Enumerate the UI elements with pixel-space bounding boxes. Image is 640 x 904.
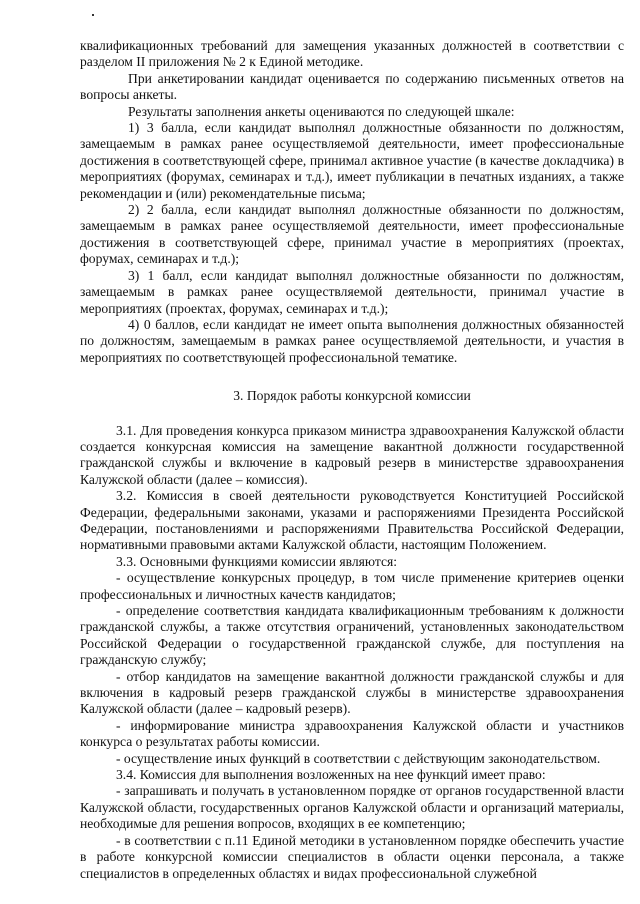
list-item-1-point: 3) 1 балл, если кандидат выполнял должностные обязанности по должностям, замещаемым в рамках ранее осуществляемой деятельности, принимал участие в мероприятиях (проектах, форумах, семинарах и т.д.); [80, 267, 624, 316]
function-item: - информирование министра здравоохранения Калужской области и участников конкурса о результатах работы комиссии. [80, 717, 624, 750]
scan-speck [92, 14, 94, 16]
right-item: - в соответствии с п.11 Единой методики в установленном порядке обеспечить участие в работе конкурсной комиссии специалистов в области оценки персонала, а также специалистов в определенных областях и видах профессиональной служебной [80, 832, 624, 881]
function-item: - осуществление конкурсных процедур, в том числе применение критериев оценки профессиональных и личностных качеств кандидатов; [80, 570, 624, 602]
paragraph-questionnaire: При анкетировании кандидат оценивается по содержанию письменных ответов на вопросы анкеты. [80, 70, 624, 103]
function-item: - осуществление иных функций в соответствии с действующим законодательством. [116, 750, 601, 766]
list-item-2-points: 2) 2 балла, если кандидат выполнял должностные обязанности по должностям, замещаемым в рамках ранее осуществляемой деятельности, имеет профессиональные достижения в соответствующей сфере, принимал участие в мероприятиях (проектах, форумах, семинарах и т.д.); [80, 202, 624, 267]
function-item: - отбор кандидатов на замещение вакантной должности гражданской службы и для включения в кадровый резерв гражданской службы в министерстве здравоохранения Калужской области (далее – кадровый резерв). [80, 668, 624, 717]
function-item: - определение соответствия кандидата квалификационным требованиям к должности гражданской службы, а также отсутствия ограничений, установленных законодательством Российской Федерации о государственной гражданской службе, для поступления на гражданскую службу; [80, 603, 624, 668]
document-page [80, 38, 624, 882]
list-item-3-points: 1) 3 балла, если кандидат выполнял должностные обязанности по должностям, замещаемым в рамках ранее осуществляемой деятельности, имеет профессиональные достижения в соответствующей сфере, принимал активное участие (в качестве докладчика) в мероприятиях (форумах, семинарах и т.д.), имеет публикации в печатных изданиях, а также рекомендации и (или) рекомендательные письма; [80, 120, 624, 201]
clause-3-3: 3.3. Основными функциями комиссии являются: [116, 553, 398, 569]
paragraph-scale-intro: Результаты заполнения анкеты оцениваются по следующей шкале: [128, 103, 515, 119]
clause-3-2: 3.2. Комиссия в своей деятельности руководствуется Конституцией Российской Федерации, федеральными законами, указами и распоряжениями Президента Российской Федерации, постановлениями и распоряжениями Правительства Российской Федерации, нормативными правовыми актами Калужской области, настоящим Положением. [80, 488, 624, 553]
section-heading: 3. Порядок работы конкурсной комиссии [233, 388, 471, 404]
clause-3-1: 3.1. Для проведения конкурса приказом министра здравоохранения Калужской области создается конкурсная комиссия на замещение вакантной должности государственной гражданской службы и включение в кадровый резерв в министерстве здравоохранения Калужской области (далее – комиссия). [80, 422, 624, 487]
paragraph-continuation: квалификационных требований для замещения указанных должностей в соответствии с разделом II приложения № 2 к Единой методике. [80, 38, 624, 70]
right-item: - запрашивать и получать в установленном порядке от органов государственной власти Калужской области, государственных органов Калужской области и организаций материалы, необходимые для решения вопросов, входящих в ее компетенцию; [80, 783, 624, 832]
list-item-0-points: 4) 0 баллов, если кандидат не имеет опыта выполнения должностных обязанностей по должностям, замещаемым в рамках ранее осуществляемой деятельности, и участия в мероприятиях по соответствующей профессиональной тематике. [80, 316, 624, 365]
clause-3-4: 3.4. Комиссия для выполнения возложенных на нее функций имеет право: [116, 767, 546, 783]
